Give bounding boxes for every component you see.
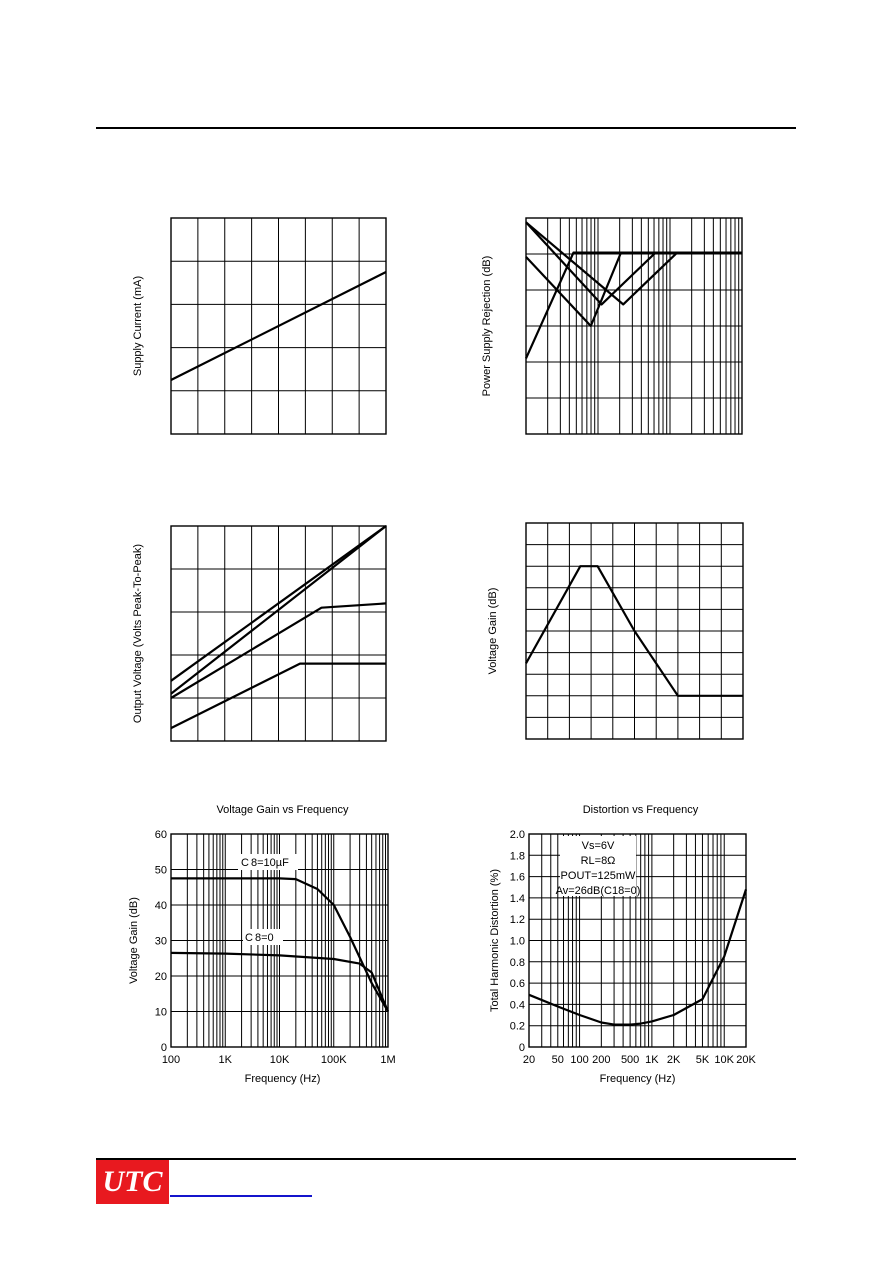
chart-5-xtick-label: 1K xyxy=(218,1054,232,1066)
chart-6-ytick-label: 0 xyxy=(518,1042,525,1054)
chart-5-xlabel: Frequency (Hz) xyxy=(244,1073,321,1085)
chart-6-annotation-label: Av=26dB(C18=0) xyxy=(555,885,641,897)
chart-1-ylabel: Supply Current (mA) xyxy=(132,275,144,377)
chart-5-ytick-label: 20 xyxy=(154,971,167,983)
chart-5-ytick-label: 60 xyxy=(154,829,167,841)
chart-6-ytick-label: 1.6 xyxy=(509,871,525,884)
chart-6-ytick-label: 1.4 xyxy=(509,892,525,905)
chart-5-ytick-label: 0 xyxy=(160,1042,167,1054)
chart-6-xlabel: Frequency (Hz) xyxy=(599,1073,676,1085)
chart-6-ytick-label: 0.8 xyxy=(509,956,525,969)
chart-3-ylabel: Output Voltage (Volts Peak-To-Peak) xyxy=(132,543,144,724)
chart-5-xtick-label: 10K xyxy=(269,1054,290,1066)
chart-6-annotation-label: Vs=6V xyxy=(581,840,615,852)
chart-6-xtick-label: 200 xyxy=(592,1054,611,1066)
chart-6-ytick-label: 0.6 xyxy=(509,978,525,991)
chart-6-xtick-label: 100 xyxy=(570,1054,589,1066)
chart-5-ylabel: Voltage Gain (dB) xyxy=(128,897,140,984)
chart-6-xtick-label: 2K xyxy=(666,1054,681,1066)
chart-6-ytick-label: 1.2 xyxy=(509,914,525,927)
chart-6-xtick-label: 50 xyxy=(551,1054,564,1066)
chart-6-ytick-label: 2.0 xyxy=(509,829,525,841)
chart-5-annotation-label: C xyxy=(245,932,253,944)
chart-5-ytick-label: 30 xyxy=(154,935,167,948)
chart-5-annotation-label: C xyxy=(241,857,249,869)
chart-6-xtick-label: 5K xyxy=(695,1054,710,1066)
logo-text: UTC xyxy=(102,1165,163,1198)
chart-5-annotation-label: 8=0 xyxy=(255,932,274,944)
chart-5-xtick-label: 1M xyxy=(380,1054,396,1066)
chart-6-title: Distortion vs Frequency xyxy=(582,804,699,816)
chart-6-xtick-label: 1K xyxy=(645,1054,659,1066)
chart-6-xtick-label: 20 xyxy=(522,1054,536,1066)
chart-2-ylabel: Power Supply Rejection (dB) xyxy=(481,255,493,397)
chart-6-annotation-label: RL=8Ω xyxy=(580,855,616,867)
chart-5-ytick-label: 50 xyxy=(154,864,167,877)
chart-5-ytick-label: 10 xyxy=(154,1006,167,1019)
chart-5-title: Voltage Gain vs Frequency xyxy=(216,804,349,816)
chart-6-xtick-label: 20K xyxy=(736,1054,756,1066)
chart-6-ylabel: Total Harmonic Distortion (%) xyxy=(489,868,501,1013)
chart-6-xtick-label: 10K xyxy=(714,1054,735,1066)
chart-5-xtick-label: 100 xyxy=(161,1054,181,1066)
chart-5-xtick-label: 100K xyxy=(320,1054,347,1066)
chart-6-ytick-label: 1.0 xyxy=(509,935,525,948)
chart-6-annotation-label: POUT=125mW xyxy=(560,870,636,882)
chart-4-ylabel: Voltage Gain (dB) xyxy=(487,587,499,675)
chart-6-ytick-label: 0.2 xyxy=(509,1020,525,1033)
chart-6-ytick-label: 0.4 xyxy=(509,999,525,1012)
chart-2-series-2 xyxy=(526,253,742,326)
chart-6-ytick-label: 1.8 xyxy=(509,850,525,863)
chart-6-xtick-label: 500 xyxy=(620,1054,640,1066)
chart-5-annotation-label: 8=10µF xyxy=(251,857,289,869)
chart-5-ytick-label: 40 xyxy=(154,900,167,912)
chart-2-series-1 xyxy=(526,253,742,359)
